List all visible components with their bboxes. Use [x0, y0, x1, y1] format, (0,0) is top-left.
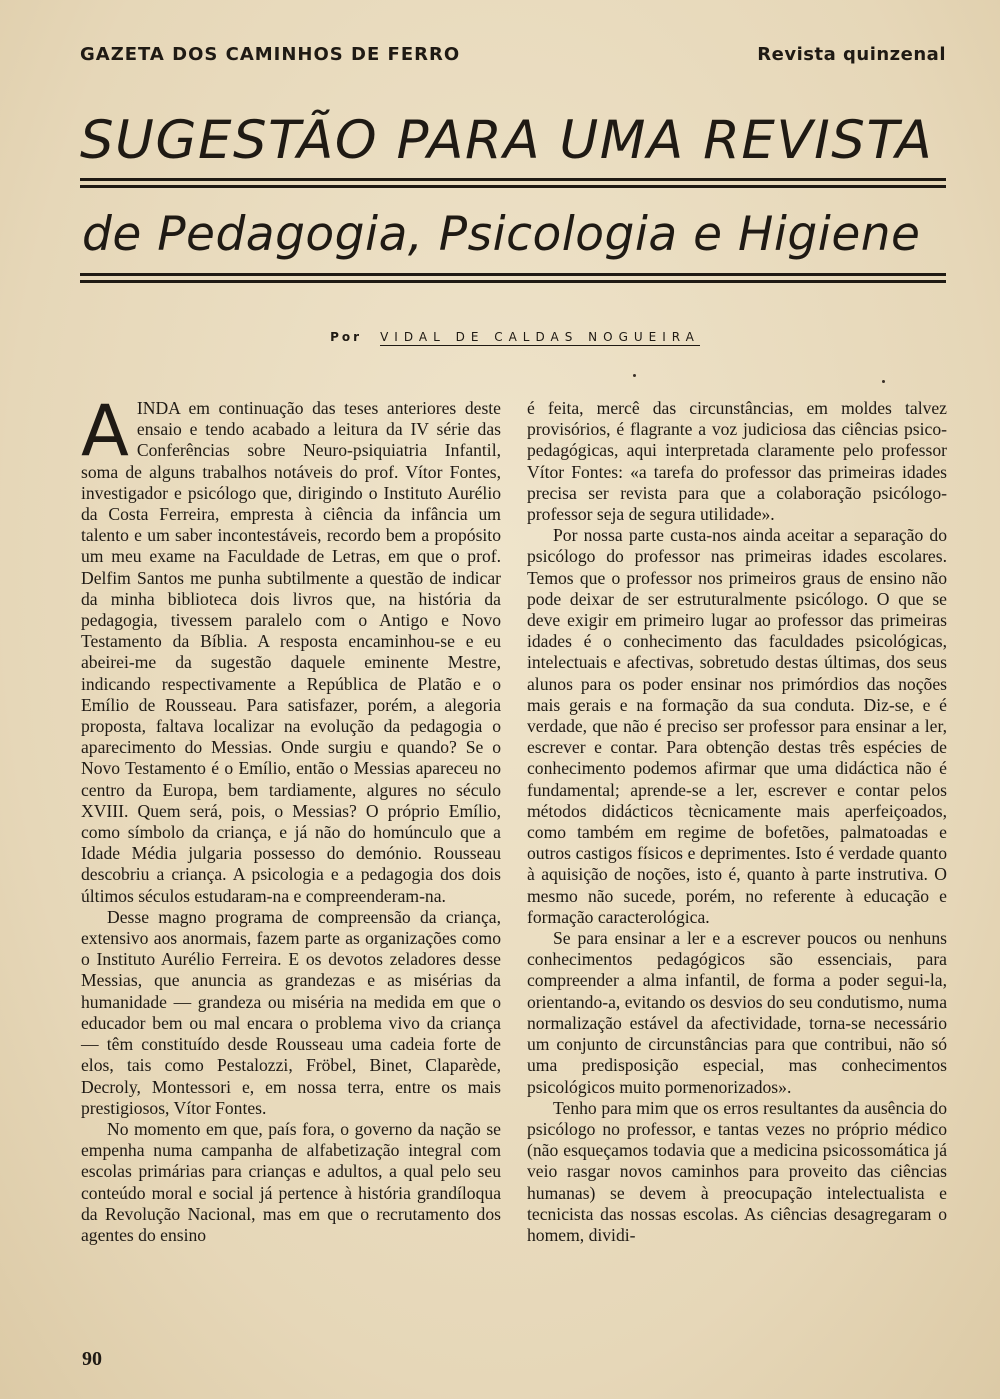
title-rule-upper-2: [80, 185, 946, 188]
article-title-line-2: de Pedagogia, Psicologia e Higiene: [82, 207, 921, 262]
periodicity: Revista quinzenal: [757, 44, 946, 65]
title-rule-lower-2: [80, 280, 946, 283]
paragraph: [81, 390, 501, 907]
paragraph-text: INDA em continuação das teses anteriores deste ensaio e tendo acabado a leitura da IV série das Conferências sobre Neuro-psiquiatria Infantil, soma de alguns trabalhos notáveis do prof. Vítor Fontes, investigador e psicólogo que, dirigindo o Instituto Aurélio da Costa Ferreira, empresta à ciência da infância um talento e um saber incontestáveis, recordo bem a propósito um meu exame na Faculdade de Letras, em que o prof. Delfim Santos me punha subtilmente a questão de indicar da minha biblioteca dois livros que, na história da pedagogia, tivessem paralelo com o Antigo e Novo Testamento da Bíblia. A resposta encaminhou-se e eu abeirei-me da sugestão daquele eminente Mestre, indicando respectivamente a República de Platão e o Emílio de Rousseau. Para satisfazer, porém, a alegoria proposta, faltava localizar na evolução da pedagogia o aparecimento do Messias. Onde surgiu e quando? Se o Novo Testamento é o Emílio, então o Messias apareceu no centro da Europa, bem tardiamente, algures no século XVIII. Quem será, pois, o Messias? O próprio Emílio, como símbolo da criança, e já não do homúnculo que a Idade Média julgaria possesso do demónio. Rousseau descobriu a criança. A psicologia e a pedagogia dos dois últimos séculos estudaram-na e compreenderam-na.: [81, 398, 501, 906]
article-title-line-1: SUGESTÃO PARA UMA REVISTA: [80, 110, 934, 171]
paragraph: é feita, mercê das circunstâncias, em moldes talvez provisórios, é flagrante a voz judiciosa das ciências psico-pedagógicas, aqui interpretada claramente pelo professor Vítor Fontes: «a tarefa do professor das primeiras idades precisa ser revista para que a colaboração psicólogo-professor seja de segura utilidade».: [527, 398, 947, 525]
text-column-right: [527, 398, 947, 1246]
text-column-left: [81, 390, 501, 1246]
print-speck: [882, 380, 885, 383]
title-rule-lower-1: [80, 273, 946, 276]
paragraph: Por nossa parte custa-nos ainda aceitar a separação do psicólogo do professor nas primeiras idades escolares. Temos que o professor nos primeiros graus de ensino não pode deixar de ser estruturalmente psicólogo. O que se deve exigir em primeiro lugar ao professor das primeiras idades é o conhecimento das faculdades psicológicas, intelectuais e afectivas, sobretudo destas últimas, dos seus alunos para os poder ensinar nos primórdios das noções mais gerais e na formação da sua conduta. Diz-se, e é verdade, que não é preciso ser professor para ensinar a ler, escrever e contar. Para obtenção destas três espécies de conhecimento podemos afirmar que uma didáctica não é fundamental; aprende-se a ler, escrever e contar pelos métodos didácticos tècnicamente mais aperfeiçoados, como também em regime de bofetões, palmatoadas e outros castigos físicos e deprimentes. Isto é verdade quanto à aquisição de noções, isto é, quanto à parte instrutiva. O mesmo não sucede, porém, no referente à educação e formação caracterológica.: [527, 525, 947, 927]
paragraph: No momento em que, país fora, o governo da nação se empenha numa campanha de alfabetização integral com escolas primárias para crianças e adultos, a qual pelo seu conteúdo moral e social já pertence à história grandíloqua da Revolução Nacional, mas em que o recrutamento dos agentes do ensino: [81, 1118, 501, 1245]
byline-prefix: Por: [330, 330, 363, 344]
byline: [300, 330, 730, 344]
paragraph: Tenho para mim que os erros resultantes da ausência do psicólogo no professor, e tantas vezes no próprio médico (não esqueçamos todavia que a medicina psicossomática já veio rasgar novos caminhos para proveito das ciências humanas) se devem à preocupação intelectualista e tecnicista das nossas escolas. As ciências desagregaram o homem, dividi-: [527, 1097, 947, 1245]
journal-name: GAZETA DOS CAMINHOS DE FERRO: [80, 44, 461, 65]
title-rule-upper-1: [80, 178, 946, 181]
paragraph: Desse magno programa de compreensão da criança, extensivo aos anormais, fazem parte as organizações como o Instituto Aurélio Ferreira. E os devotos zeladores desse Messias, que anuncia as grandezas e as misérias da humanidade — grandeza ou miséria na medida em que o educador bem ou mal encara o problema vivo da criança — têm constituído desde Rousseau uma cadeia forte de elos, tais como Pestalozzi, Fröbel, Binet, Claparède, Decroly, Montessori e, em nossa terra, entre os mais prestigiosos, Vítor Fontes.: [81, 906, 501, 1118]
page-number: 90: [82, 1348, 102, 1370]
drop-cap: A: [81, 390, 129, 472]
paragraph: Se para ensinar a ler e a escrever poucos ou nenhuns conhecimentos pedagógicos são essenciais, para compreender a alma infantil, de forma a poder segui-la, orientando-a, evitando os desvios do seu condutismo, numa normalização estável da afectividade, torna-se necessário um conjunto de circunstâncias para que contribui, não só uma predisposição especial, mas conhecimentos psicológicos muito pormenorizados».: [527, 928, 947, 1097]
print-speck: [633, 374, 636, 377]
author-name: VIDAL DE CALDAS NOGUEIRA: [380, 330, 700, 344]
